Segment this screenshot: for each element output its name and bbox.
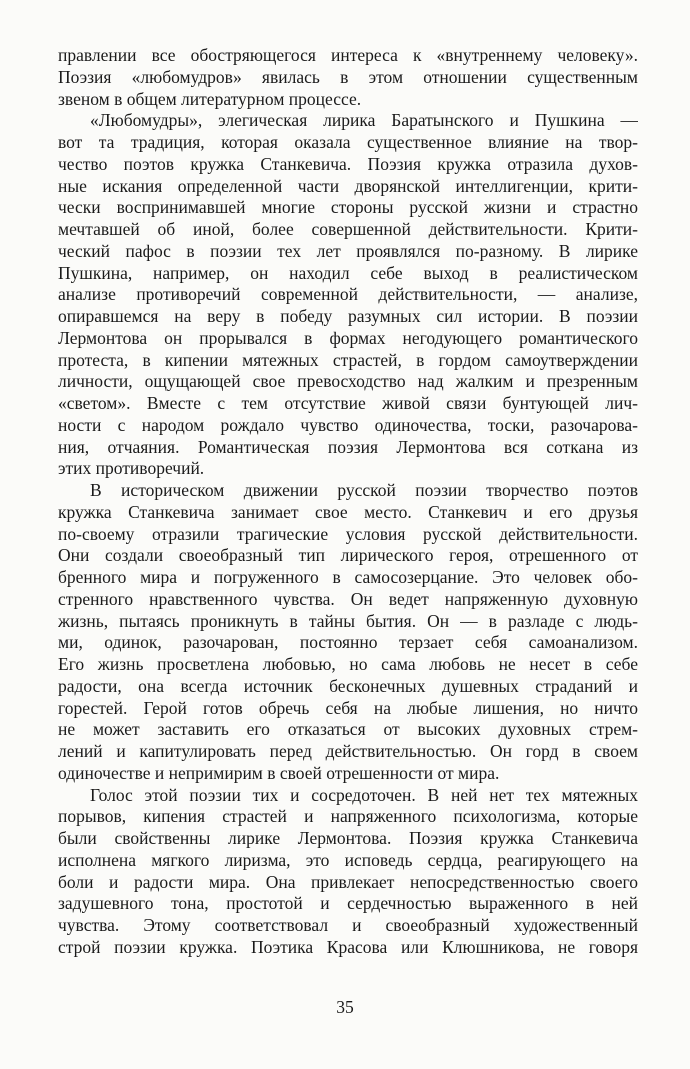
text-line: этих противоречий. bbox=[58, 458, 205, 479]
text-line: лений и капитулировать перед действительностью. Он горд в своем bbox=[58, 741, 638, 761]
text-line: строй поэзии кружка. Поэтика Красова или Клюшникова, не говоря bbox=[58, 936, 638, 957]
text-line: Поэзия «любомудров» явилась в этом отношении существенным bbox=[58, 66, 638, 87]
paragraph-4 bbox=[58, 785, 638, 959]
text-line: мечтавшей об иной, более совершенной действительности. Крити- bbox=[58, 219, 638, 239]
text-line: ми, одинок, разочарован, постоянно терзает себя самоанализом. bbox=[58, 632, 638, 653]
text-line: ния, отчаяния. Романтическая поэзия Лермонтова вся соткана из bbox=[58, 436, 638, 457]
paragraph-3 bbox=[58, 480, 638, 785]
text-line: протеста, в кипении мятежных страстей, в гордом самоутверждении bbox=[58, 349, 638, 370]
text-line: исполнена мягкого лиризма, это исповедь сердца, реагирующего на bbox=[58, 849, 638, 870]
text-line: одиночестве и непримирим в своей отрешенности от мира. bbox=[58, 762, 500, 783]
text-line: по-своему отразили трагические условия русской действительности. bbox=[58, 523, 638, 544]
paragraph-1 bbox=[58, 45, 638, 110]
page-body bbox=[58, 45, 638, 959]
text-line: бренного мира и погруженного в самосозерцание. Это человек обо- bbox=[58, 567, 638, 587]
page-number: 35 bbox=[336, 997, 354, 1017]
text-line: боли и радости мира. Она привлекает непосредственностью своего bbox=[58, 871, 638, 892]
text-line: ческий пафос в поэзии тех лет проявлялся по-разному. В лирике bbox=[58, 240, 638, 261]
text-line: жизнь, пытаясь проникнуть в тайны бытия. Он — в разладе с людь- bbox=[58, 610, 638, 631]
text-line: Лермонтова он прорывался в формах негодующего романтического bbox=[58, 327, 638, 348]
text-line: чество поэтов кружка Станкевича. Поэзия кружка отразила духов- bbox=[58, 153, 638, 174]
text-line: не может заставить его отказаться от высоких духовных стрем- bbox=[58, 719, 638, 740]
text-line: правлении все обостряющегося интереса к «внутреннему человеку». bbox=[58, 45, 638, 65]
text-line: «светом». Вместе с тем отсутствие живой связи бунтующей лич- bbox=[58, 393, 638, 413]
text-line: радости, она всегда источник бесконечных душевных страданий и bbox=[58, 675, 638, 696]
text-line: «Любомудры», элегическая лирика Баратынского и Пушкина — bbox=[90, 110, 638, 131]
text-line: чувства. Этому соответствовал и своеобразный художественный bbox=[58, 915, 638, 935]
text-line: чески воспринимавшей многие стороны русской жизни и страстно bbox=[58, 197, 638, 218]
paragraph-2 bbox=[58, 110, 638, 480]
text-line: звеном в общем литературном процессе. bbox=[58, 88, 362, 109]
text-line: ности с народом рождало чувство одиночества, тоски, разочарова- bbox=[58, 414, 638, 435]
text-line: В историческом движении русской поэзии творчество поэтов bbox=[90, 480, 638, 500]
text-line: опиравшемся на веру в победу разумных сил истории. В поэзии bbox=[58, 306, 638, 326]
text-line: Голос этой поэзии тих и сосредоточен. В ней нет тех мятежных bbox=[90, 784, 638, 805]
text-line: горестей. Герой готов обречь себя на любые лишения, но ничто bbox=[58, 697, 638, 718]
text-line: порывов, кипения страстей и напряженного психологизма, которые bbox=[58, 806, 638, 827]
text-line: вот та традиция, которая оказала существенное влияние на твор- bbox=[58, 132, 638, 152]
text-line: задушевного тона, простотой и сердечностью выраженного в ней bbox=[58, 893, 638, 914]
text-line: стренного нравственного чувства. Он ведет напряженную духовную bbox=[58, 588, 638, 609]
text-line: кружка Станкевича занимает свое место. Станкевич и его друзья bbox=[58, 501, 638, 522]
text-line: анализе противоречий современной действительности, — анализе, bbox=[58, 284, 638, 305]
text-line: были свойственны лирике Лермонтова. Поэзия кружка Станкевича bbox=[58, 828, 638, 848]
text-line: личности, ощущающей свое превосходство над жалким и презренным bbox=[58, 371, 638, 392]
text-line: ные искания определенной части дворянской интеллигенции, крити- bbox=[58, 175, 638, 196]
text-line: Его жизнь просветлена любовью, но сама любовь не несет в себе bbox=[58, 654, 638, 674]
text-line: Пушкина, например, он находил себе выход в реалистическом bbox=[58, 262, 638, 283]
text-line: Они создали своеобразный тип лирического героя, отрешенного от bbox=[58, 545, 638, 566]
